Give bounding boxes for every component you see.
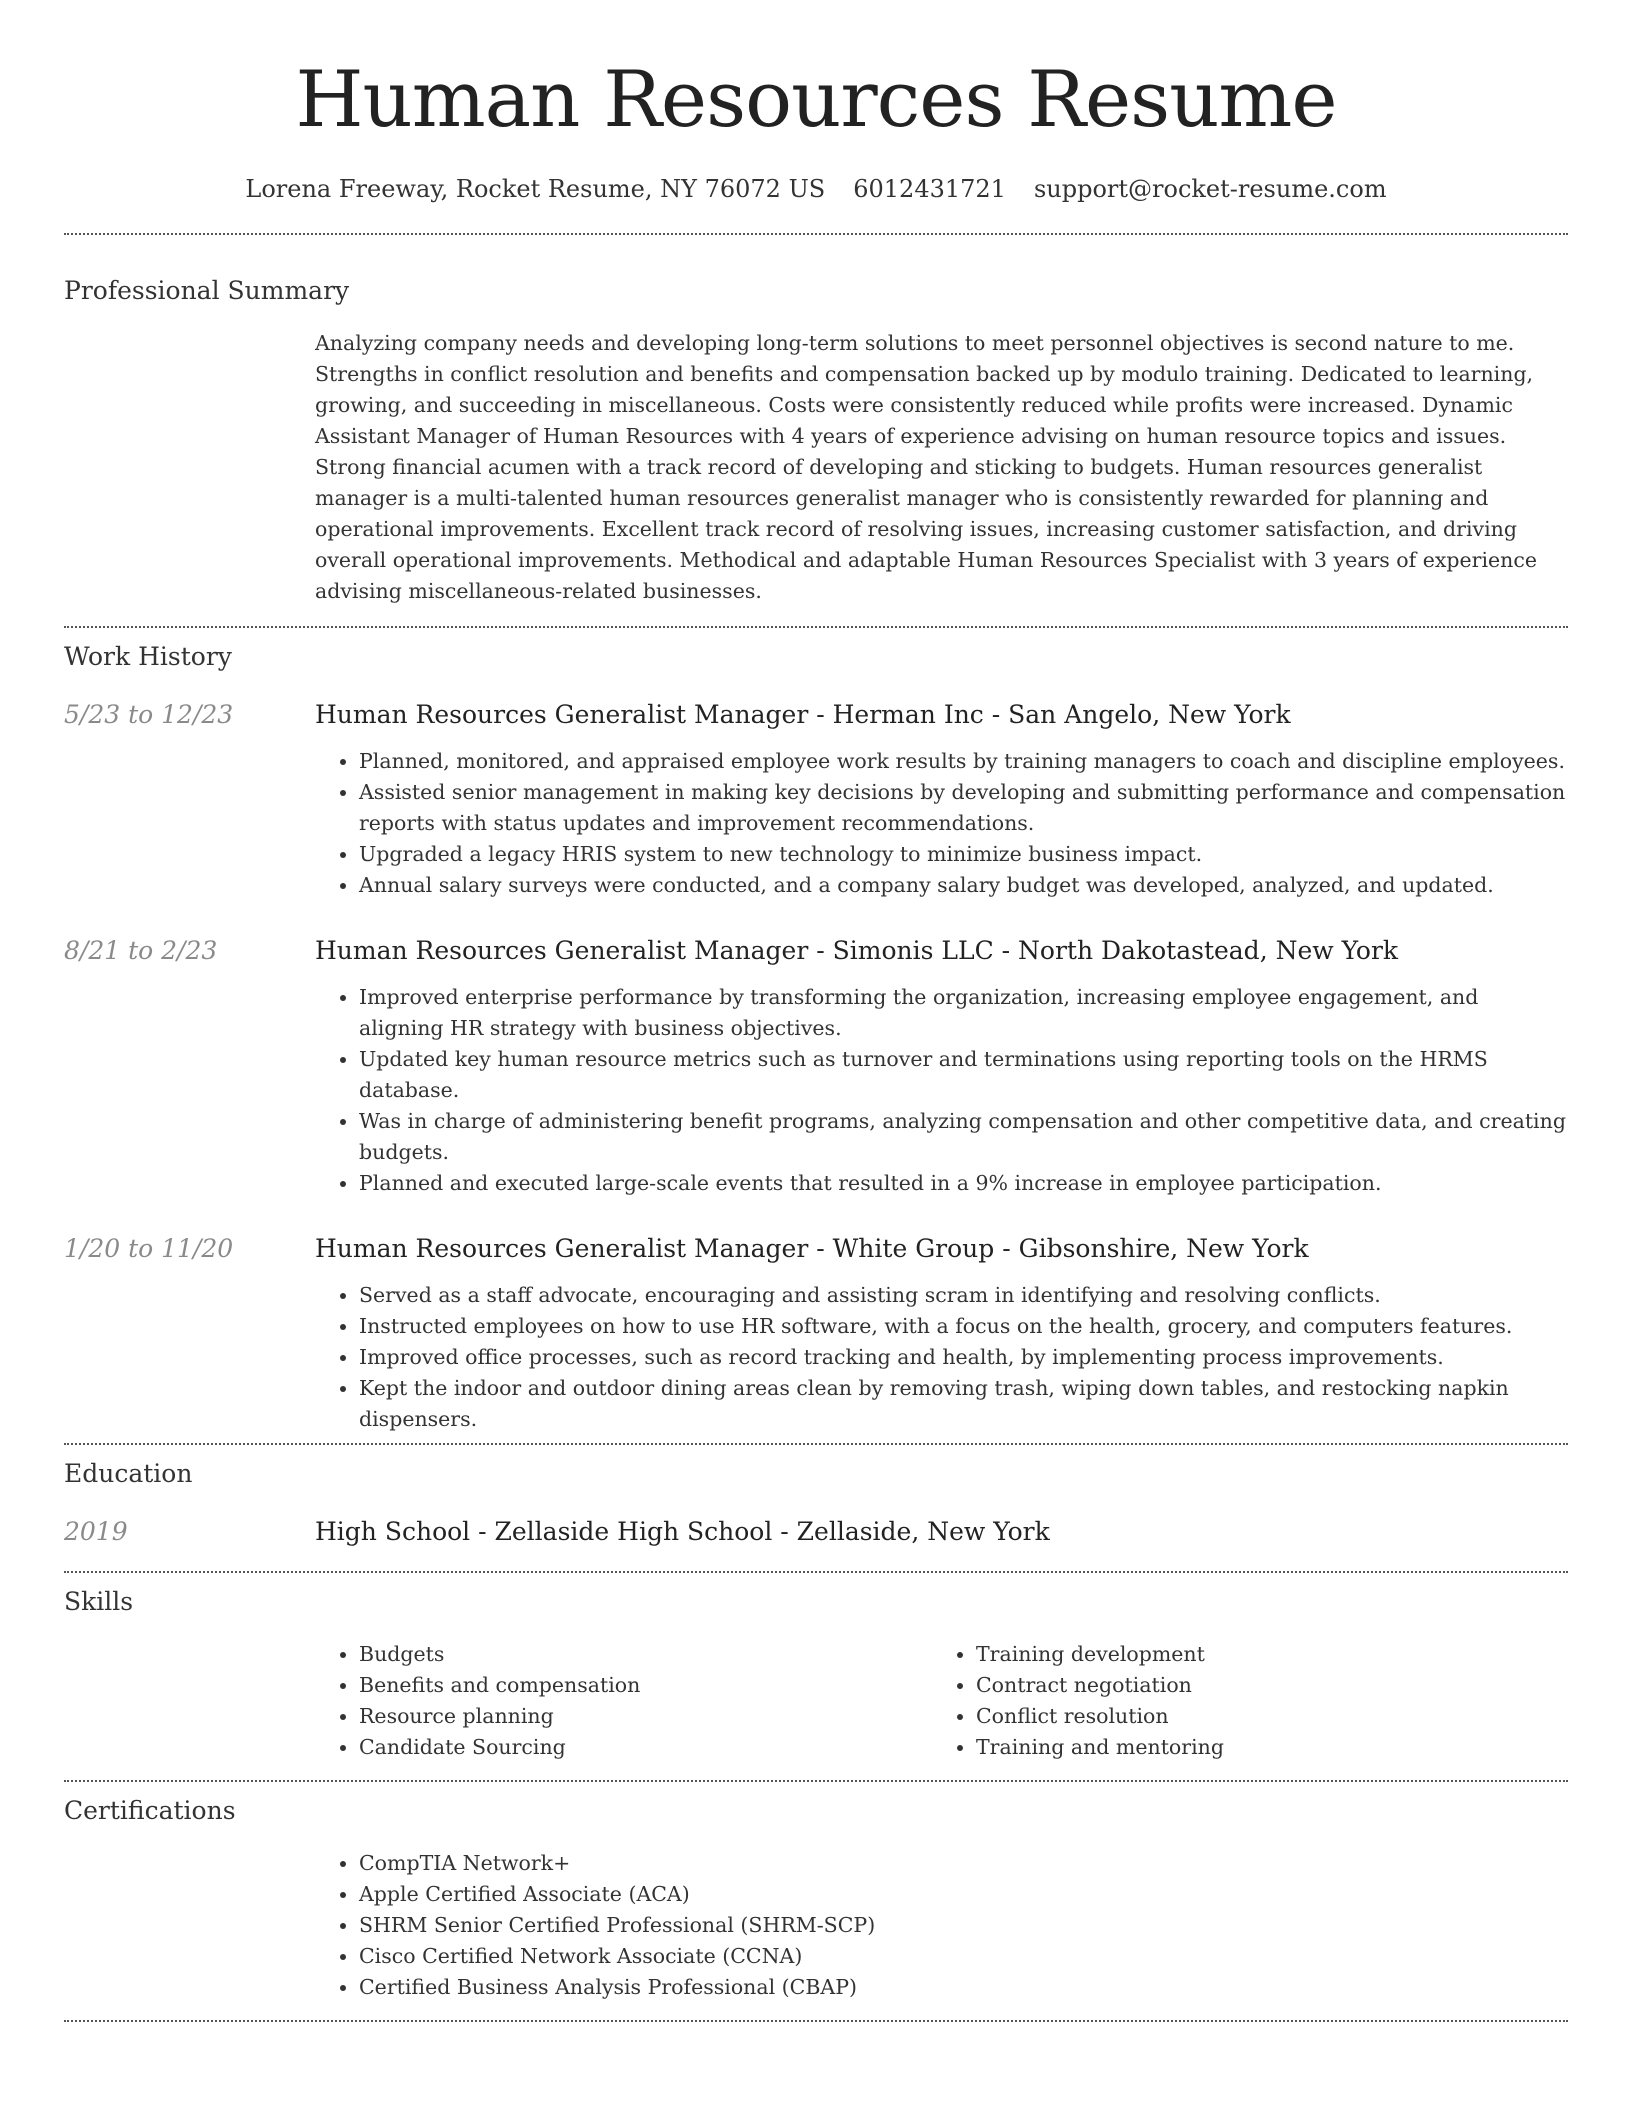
education-title: High School - Zellaside High School - Zellaside, New York: [315, 1517, 1050, 1546]
certifications-heading: Certifications: [64, 1796, 236, 1825]
job-bullet: • Improved enterprise performance by transforming the organization, increasing employee engagement, and aligning HR strategy with business objectives.: [359, 982, 1568, 1044]
skill-item: • Resource planning: [359, 1701, 932, 1732]
skill-item: • Training development: [976, 1639, 1549, 1670]
job-bullet: • Assisted senior management in making key decisions by developing and submitting performance and compensation reports with status updates and improvement recommendations.: [359, 777, 1568, 839]
divider: [64, 626, 1568, 628]
job-bullet: • Instructed employees on how to use HR software, with a focus on the health, grocery, and computers features.: [359, 1311, 1568, 1342]
resume-title: Human Resources Resume: [295, 55, 1337, 145]
certifications-section: [64, 1794, 1568, 2003]
skill-item: • Training and mentoring: [976, 1732, 1549, 1763]
education-section: [64, 1457, 1568, 1549]
job-entry: [64, 934, 1568, 1199]
skills-heading: Skills: [64, 1587, 134, 1616]
job-bullet: • Kept the indoor and outdoor dining areas clean by removing trash, wiping down tables, and restocking napkin dispensers.: [359, 1373, 1568, 1435]
job-bullet: • Updated key human resource metrics such as turnover and terminations using reporting tools on the HRMS database.: [359, 1044, 1568, 1106]
job-title: Human Resources Generalist Manager - Herman Inc - San Angelo, New York: [315, 700, 1291, 729]
job-title: Human Resources Generalist Manager - Simonis LLC - North Dakotastead, New York: [315, 936, 1399, 965]
job-dates: 8/21 to 2/23: [64, 936, 218, 965]
work-history-heading: Work History: [64, 642, 232, 671]
certification-item: • Certified Business Analysis Professional (CBAP): [359, 1972, 1568, 2003]
job-dates: 1/20 to 11/20: [64, 1234, 234, 1263]
certification-item: • SHRM Senior Certified Professional (SHRM-SCP): [359, 1910, 1568, 1941]
skill-item: • Conflict resolution: [976, 1701, 1549, 1732]
summary-spacer: [64, 328, 315, 607]
job-bullets: [315, 982, 1568, 1199]
job-entry: [64, 1232, 1568, 1435]
education-heading: Education: [64, 1459, 193, 1488]
skill-item: • Candidate Sourcing: [359, 1732, 932, 1763]
summary-text: Analyzing company needs and developing long-term solutions to meet personnel objectives is second nature to me. Strengths in conflict resolution and benefits and compensation backed up by modulo training. Dedicated to learning, growing, and succeeding in miscellaneous. Costs were consistently reduced while profits were increased. Dynamic Assistant Manager of Human Resources with 4 years of experience advising on human resource topics and issues. Strong financial acumen with a track record of developing and sticking to budgets. Human resources generalist manager is a multi-talented human resources generalist manager who is consistently rewarded for planning and operational improvements. Excellent track record of resolving issues, increasing customer satisfaction, and driving overall operational improvements. Methodical and adaptable Human Resources Specialist with 3 years of experience advising miscellaneous-related businesses.: [315, 331, 1537, 603]
job-bullets: [315, 746, 1568, 901]
contact-email: support@rocket-resume.com: [1033, 175, 1387, 203]
skill-item: • Benefits and compensation: [359, 1670, 932, 1701]
job-bullet: • Was in charge of administering benefit programs, analyzing compensation and other competitive data, and creating budgets.: [359, 1106, 1568, 1168]
summary-heading: Professional Summary: [64, 276, 350, 305]
contact-address: Lorena Freeway, Rocket Resume, NY 76072 US: [245, 175, 826, 203]
divider: [64, 233, 1568, 235]
skill-item: • Contract negotiation: [976, 1670, 1549, 1701]
education-year: 2019: [64, 1517, 128, 1546]
summary-section: [64, 274, 1568, 607]
skills-section: [64, 1585, 1568, 1763]
job-title: Human Resources Generalist Manager - White Group - Gibsonshire, New York: [315, 1234, 1309, 1263]
divider: [64, 1571, 1568, 1573]
certification-item: • Apple Certified Associate (ACA): [359, 1879, 1568, 1910]
skills-list-left: [315, 1639, 932, 1763]
job-bullet: • Improved office processes, such as record tracking and health, by implementing process improvements.: [359, 1342, 1568, 1373]
certification-item: • Cisco Certified Network Associate (CCNA): [359, 1941, 1568, 1972]
job-bullets: [315, 1280, 1568, 1435]
divider: [64, 2020, 1568, 2022]
divider: [64, 1780, 1568, 1782]
job-bullet: • Annual salary surveys were conducted, and a company salary budget was developed, analyzed, and updated.: [359, 870, 1568, 901]
skills-list-right: [932, 1639, 1549, 1763]
contact-phone: 6012431721: [853, 175, 1006, 203]
certifications-list: [315, 1848, 1568, 2003]
certification-item: • CompTIA Network+: [359, 1848, 1568, 1879]
job-bullet: • Planned and executed large-scale events that resulted in a 9% increase in employee participation.: [359, 1168, 1568, 1199]
job-dates: 5/23 to 12/23: [64, 700, 234, 729]
divider: [64, 1443, 1568, 1445]
work-history-section: [64, 640, 1568, 1435]
job-bullet: • Upgraded a legacy HRIS system to new technology to minimize business impact.: [359, 839, 1568, 870]
skill-item: • Budgets: [359, 1639, 932, 1670]
contact-line: [64, 172, 1568, 206]
job-entry: [64, 698, 1568, 901]
job-bullet: • Planned, monitored, and appraised employee work results by training managers to coach and discipline employees.: [359, 746, 1568, 777]
job-bullet: • Served as a staff advocate, encouraging and assisting scram in identifying and resolving conflicts.: [359, 1280, 1568, 1311]
